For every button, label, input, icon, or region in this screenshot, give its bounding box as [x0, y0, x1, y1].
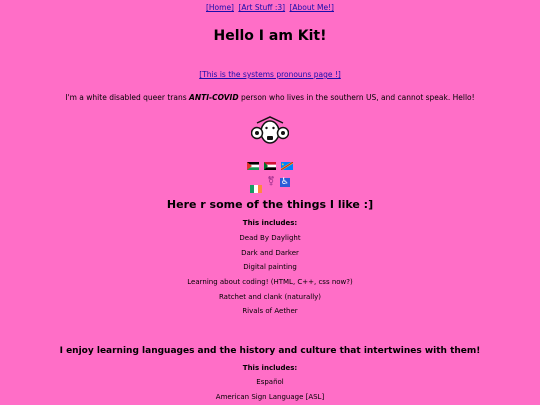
list-item: Dark and Darker — [241, 248, 299, 257]
flags-row-2 — [0, 178, 540, 187]
respirator-mask-icon — [251, 116, 289, 146]
page-title: Hello I am Kit! — [213, 28, 327, 44]
transgender-symbol-icon: ⚧ — [267, 177, 275, 187]
intro-emphasis: ANTI-COVID — [189, 93, 239, 102]
list-item: Digital painting — [243, 263, 297, 272]
nav-link-about[interactable]: [About Me!] — [289, 3, 334, 12]
list-item: Learning about coding! (HTML, C++, css now?) — [187, 278, 353, 287]
list-item: Dead By Daylight — [239, 234, 301, 242]
languages-heading: I enjoy learning languages and the history and culture that intertwines with them! — [59, 346, 481, 356]
list-item: American Sign Language [ASL] — [215, 392, 325, 401]
flags-row-1 — [0, 155, 540, 163]
nav-link-art[interactable]: [Art Stuff :3] — [238, 3, 286, 12]
list-item: Español — [256, 378, 284, 386]
list-item: Ratchet and clank (naturally) — [218, 292, 322, 301]
wheelchair-symbol-icon: ♿ — [280, 177, 289, 187]
intro-after: person who lives in the southern US, and cannot speak. Hello! — [238, 93, 475, 102]
top-navigation — [0, 3, 540, 12]
sudan-flag-icon — [264, 155, 276, 163]
palestine-flag-icon — [247, 155, 259, 163]
likes-includes-label: This includes: — [242, 219, 298, 227]
languages-includes-label: This includes: — [242, 364, 298, 372]
intro-text — [0, 93, 540, 102]
list-item: Rivals of Aether — [242, 307, 298, 316]
pronouns-link[interactable]: [This is the systems pronouns page !] — [199, 70, 341, 79]
languages-list — [0, 375, 540, 404]
ireland-flag-icon — [250, 178, 262, 186]
nav-link-home[interactable]: [Home] — [205, 3, 234, 12]
likes-heading: Here r some of the things I like :] — [166, 198, 374, 211]
likes-list — [0, 231, 540, 319]
intro-before: I'm a white disabled queer trans — [65, 93, 190, 102]
congo-flag-icon — [281, 155, 293, 163]
pronouns-section — [0, 70, 540, 79]
